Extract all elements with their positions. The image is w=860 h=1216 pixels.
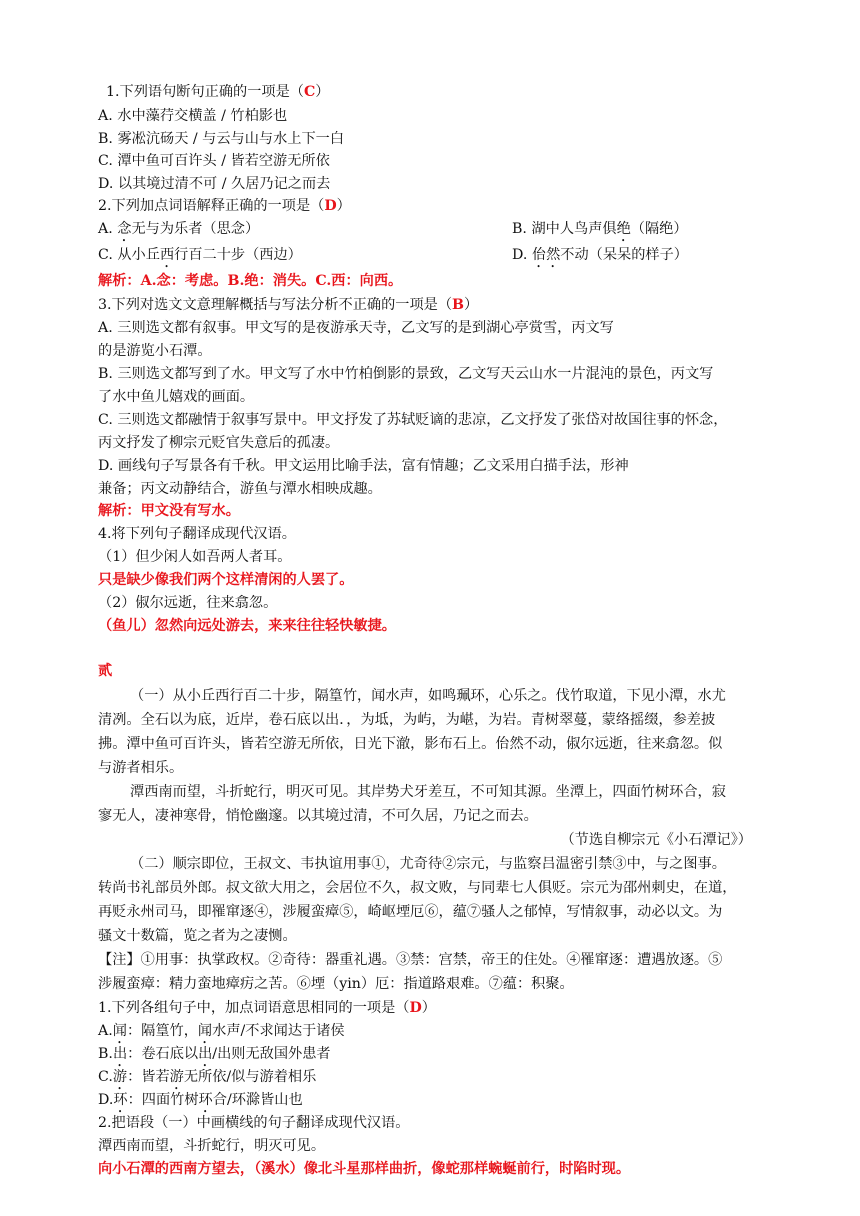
passage-3-line: 再贬永州司马，即罹窜逐④，涉履蛮瘴⑤，崎岖堙厄⑥，蕴⑦骚人之郁悼，写情叙事，动必以文。为 xyxy=(98,904,723,920)
footnote-line: 【注】①用事：执掌政权。②奇待：器重礼遇。③禁：宫禁，帝王的住处。④罹窜逐：遭遇放逐。⑤ xyxy=(98,952,723,968)
passage-1-line: 清冽。全石以为底，近岸，卷石底以出．，为坻，为屿，为嵁，为岩。青树翠蔓，蒙络摇缀，参差披 xyxy=(98,712,716,728)
s1-q3-line: D. 画线句子写景各有千秋。甲文运用比喻手法，富有情趣；乙文采用白描手法，形神 xyxy=(98,458,629,474)
s2-q1-stem: 1.下列各组句子中，加点词语意思相同的一项是（D） xyxy=(98,1000,436,1016)
s1-q3-stem: 3.下列对选文文意理解概括与写法分析不正确的一项是（B） xyxy=(98,297,479,313)
s1-q4-item-1: （1）但少闲人如吾两人者耳。 xyxy=(98,549,292,565)
s1-q3-line: 丙文抒发了柳宗元贬官失意后的孤凄。 xyxy=(98,435,340,451)
s2-q2-stem: 2.把语段（一）中画横线的句子翻译成现代汉语。 xyxy=(98,1115,410,1131)
s2-q1-option-d: D.环：四面竹树环合/环滁皆山也 xyxy=(98,1092,303,1108)
passage-2-line: 寥无人，凄神寒骨，悄怆幽邃。以其境过清，不可久居，乃记之而去。 xyxy=(98,808,538,824)
passage-1-line: 与游者相乐。 xyxy=(98,760,184,776)
s1-q2-stem: 2.下列加点词语解释正确的一项是（D） xyxy=(98,198,351,214)
s1-q2-options-row-1: A. 念无与为乐者（思念） B. 湖中人鸟声俱绝（隔绝） xyxy=(98,221,688,237)
s1-q3-line: 了水中鱼儿嬉戏的画面。 xyxy=(98,389,255,405)
s1-q1-option-b: B. 雾凇沆砀天 / 与云与山与水上下一白 xyxy=(98,131,345,147)
s1-q3-line: B. 三则选文都写到了水。甲文写了水中竹柏倒影的景致，乙文写天云山水一片混沌的景色，丙文写 xyxy=(98,366,714,382)
s2-q1-option-c: C.游：皆若游无所依/似与游着相乐 xyxy=(98,1069,317,1085)
s2-q2-answer: 向小石潭的西南方望去，（溪水）像北斗星那样曲折，像蛇那样蜿蜒前行，时陷时现。 xyxy=(98,1161,631,1177)
section-heading: 贰 xyxy=(98,663,113,679)
s1-q3-line: C. 三则选文都融情于叙事写景中。甲文抒发了苏轼贬谪的悲凉，乙文抒发了张岱对故国往事的怀念， xyxy=(98,412,728,428)
s1-q1-option-d: D. 以其境过清不可 / 久居乃记之而去 xyxy=(98,176,331,192)
passage-3-line: 转尚书礼部员外郎。叔文欲大用之，会居位不久，叔文败，与同辈七人俱贬。宗元为邵州刺史，在道， xyxy=(98,880,737,896)
passage-1-line: 拂。潭中鱼可百许头，皆若空游无所依，日光下澈，影布石上。佁然不动，俶尔远逝，往来翕忽。似 xyxy=(98,736,723,752)
footnote-line: 涉履蛮瘴：精力蛮地瘴疠之苦。⑥堙（yin）厄：指道路艰难。⑦蕴：积聚。 xyxy=(98,976,574,992)
s2-q1-option-b: B.出：卷石底以出/出则无敌国外患者 xyxy=(98,1046,331,1062)
s1-q1-option-c: C. 潭中鱼可百许头 / 皆若空游无所依 xyxy=(98,153,330,169)
s1-q3-line: 兼备；丙文动静结合，游鱼与潭水相映成趣。 xyxy=(98,481,382,497)
s1-q3-line: 的是游览小石潭。 xyxy=(98,343,212,359)
passage-3-line: （二）顺宗即位，王叔文、韦执谊用事①，尤奇待②宗元，与监察吕温密引禁③中，与之图事。 xyxy=(130,856,726,872)
s1-q2-options-row-2: C. 从小丘西行百二十步（西边） D. 佁然不动（呆呆的样子） xyxy=(98,247,688,263)
s1-q1-option-a: A. 水中藻荇交横盖 / 竹柏影也 xyxy=(98,108,288,124)
s1-q3-line: A. 三则选文都有叙事。甲文写的是夜游承天寺，乙文写的是到湖心亭赏雪，丙文写 xyxy=(98,320,614,336)
s1-q4-answer-2: （鱼儿）忽然向远处游去，来来往往轻快敏捷。 xyxy=(98,618,396,634)
passage-1-line: （一）从小丘西行百二十步，隔篁竹，闻水声，如鸣珮环，心乐之。伐竹取道，下见小潭，水尤 xyxy=(130,688,726,704)
s2-q2-sentence: 潭西南而望，斗折蛇行，明灭可见。 xyxy=(98,1138,326,1154)
passage-source: （节选自柳宗元《小石潭记》） xyxy=(560,832,752,848)
s1-q2-analysis: 解析：A.念：考虑。B.绝：消失。C.西：向西。 xyxy=(98,273,403,289)
s1-q4-item-2: （2）俶尔远逝，往来翕忽。 xyxy=(98,595,278,611)
s1-q3-analysis: 解析：甲文没有写水。 xyxy=(98,503,240,519)
s1-q4-stem: 4.将下列句子翻译成现代汉语。 xyxy=(98,526,296,542)
s1-q4-answer-1: 只是缺少像我们两个这样清闲的人罢了。 xyxy=(98,572,354,588)
passage-2-line: 潭西南而望，斗折蛇行，明灭可见。其岸势犬牙差互，不可知其源。坐潭上，四面竹树环合，寂 xyxy=(130,784,726,800)
s2-q1-option-a: A.闻：隔篁竹，闻水声/不求闻达于诸侯 xyxy=(98,1023,345,1039)
s1-q1-stem: 1.下列语句断句正确的一项是（C） xyxy=(106,84,330,100)
passage-3-line: 骚文十数篇，览之者为之凄恻。 xyxy=(98,928,297,944)
